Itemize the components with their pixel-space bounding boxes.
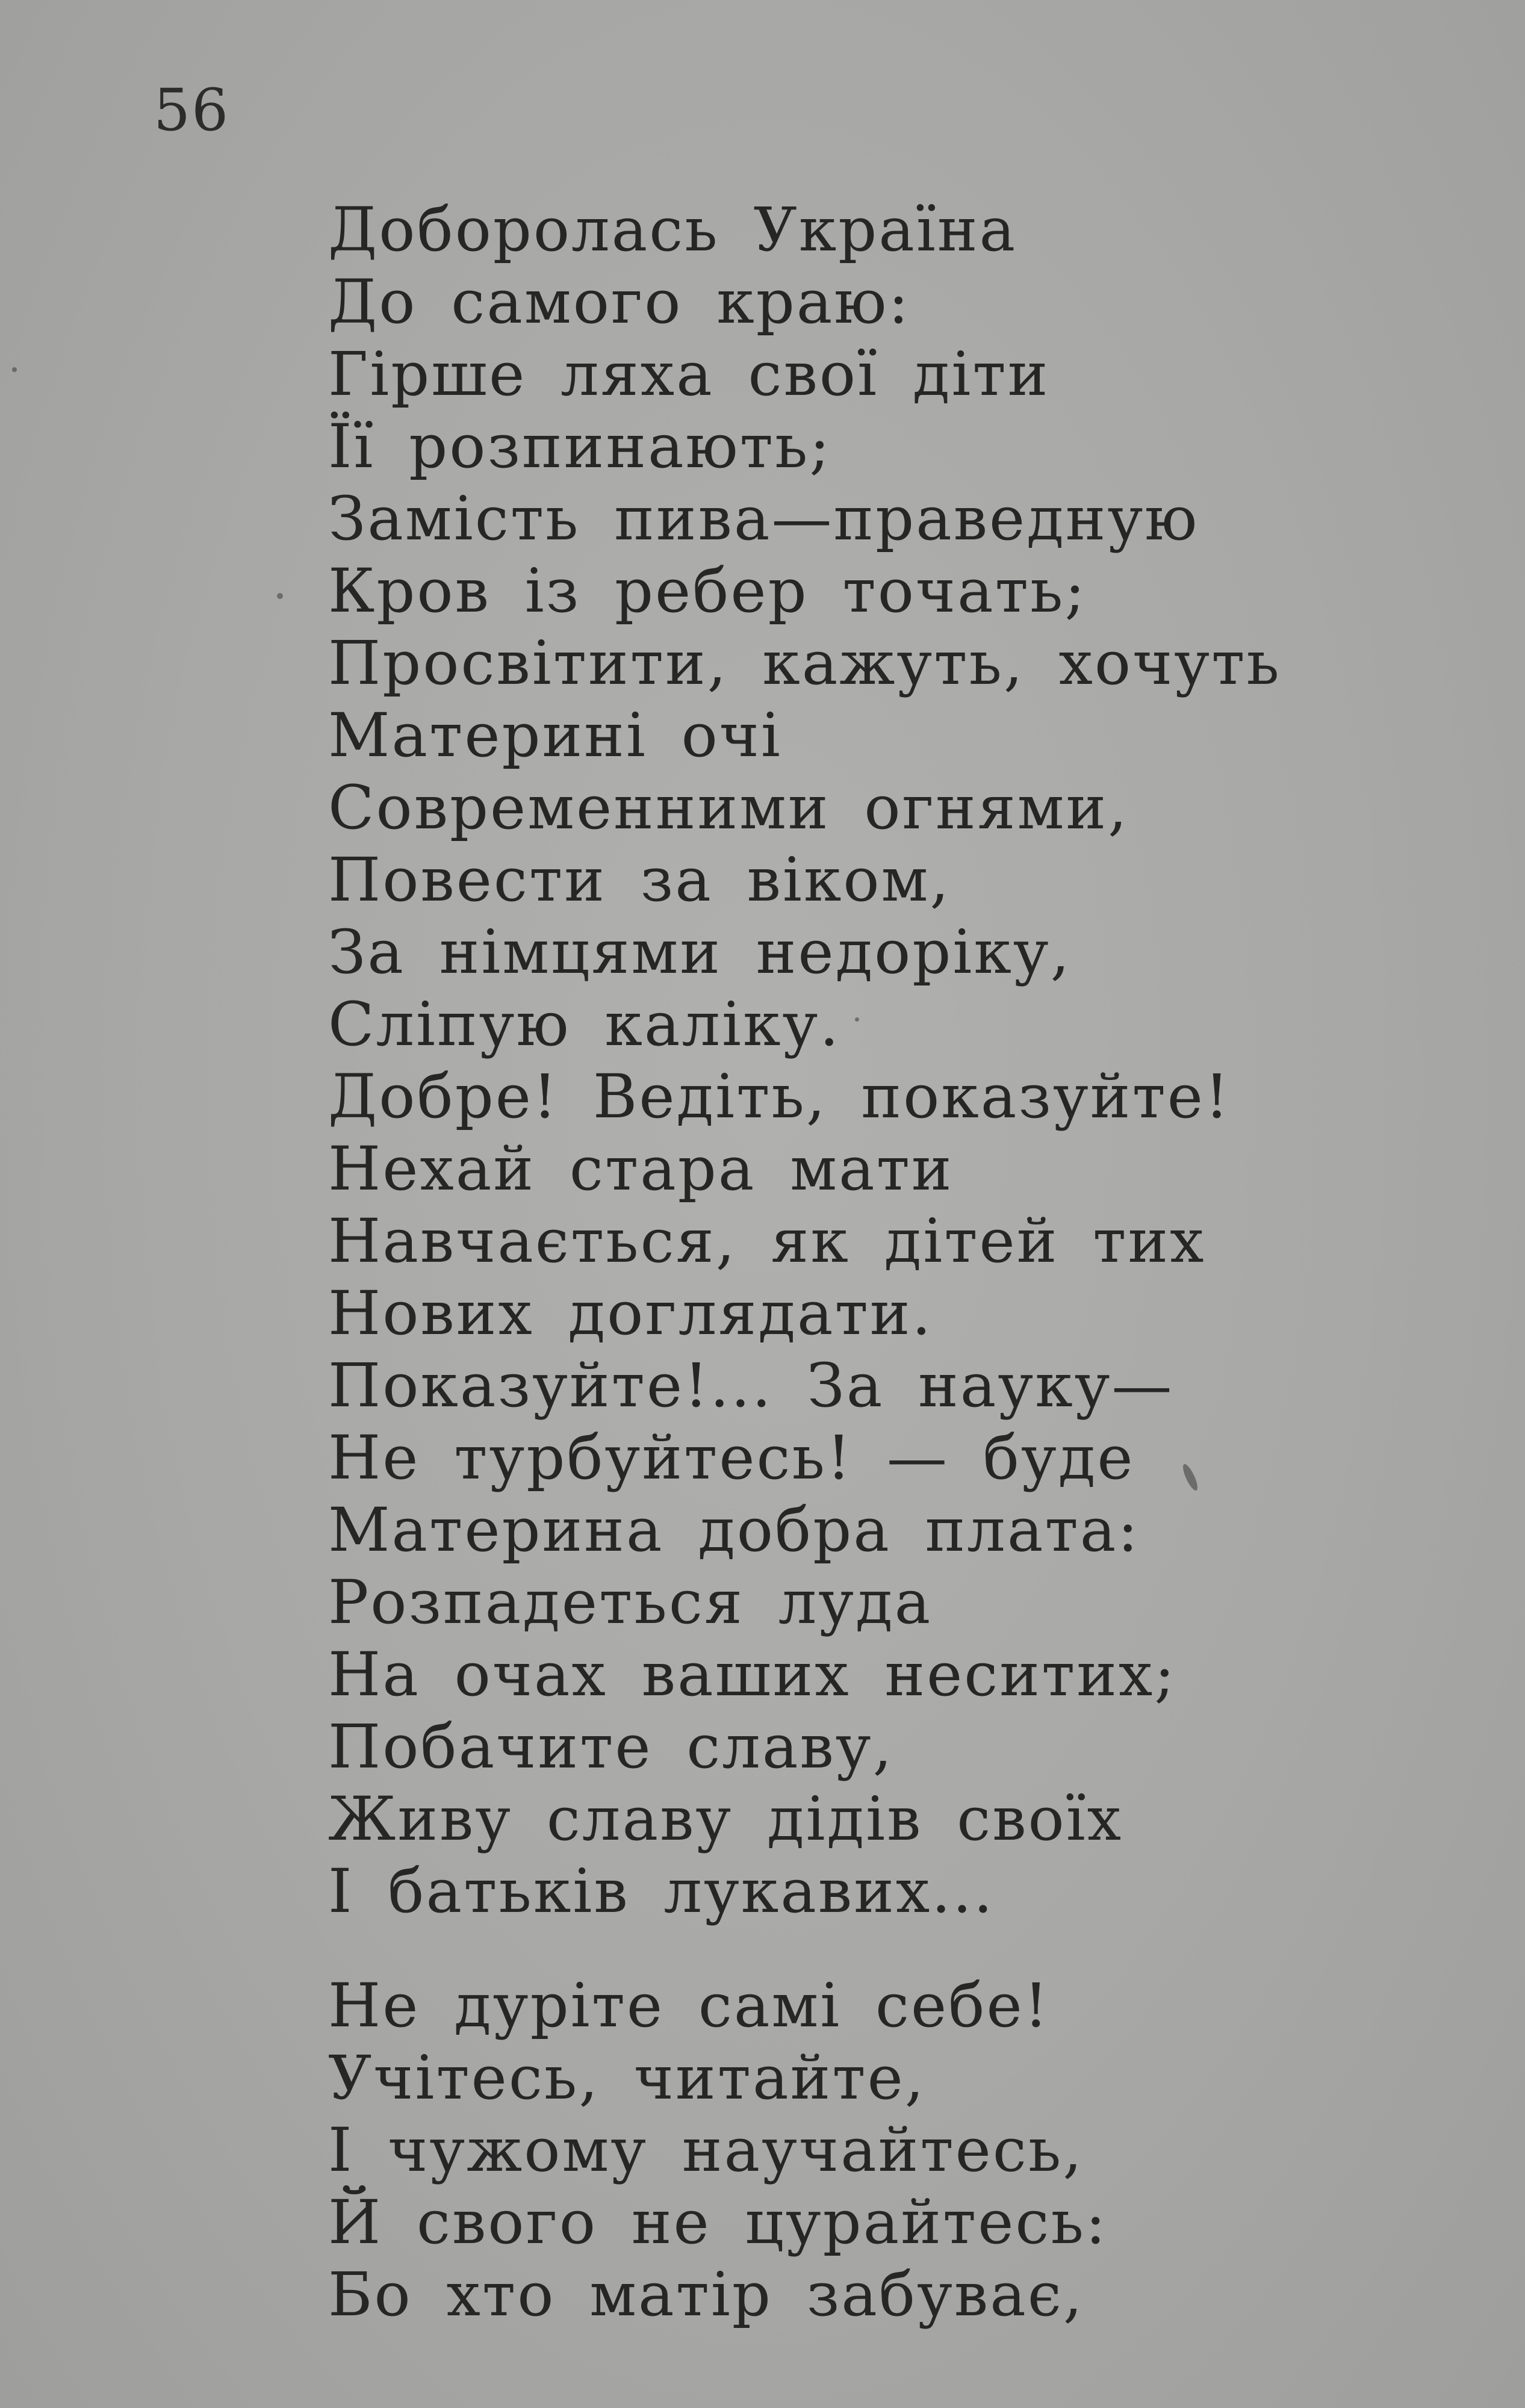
print-speck bbox=[277, 593, 283, 599]
print-speck bbox=[12, 367, 17, 372]
verse-line: Розпадеться луда bbox=[328, 1567, 933, 1637]
verse-line: Материні очі bbox=[328, 700, 782, 771]
verse-line: Повести за віком, bbox=[328, 845, 951, 915]
verse-line: Кров із ребер точать; bbox=[328, 556, 1087, 626]
verse-line: І батьків лукавих... bbox=[328, 1856, 995, 1926]
stanza-2 bbox=[328, 1970, 1108, 2331]
verse-line: За німцями недоріку, bbox=[328, 917, 1072, 987]
verse-line: Не турбуйтесь! — буде bbox=[328, 1423, 1135, 1493]
verse-line: До самого краю: bbox=[328, 267, 911, 337]
page-number: 56 bbox=[154, 76, 230, 144]
verse-line: Її розпинають; bbox=[328, 411, 832, 482]
verse-line: Гірше ляха свої діти bbox=[328, 339, 1050, 409]
print-speck bbox=[855, 1017, 859, 1022]
verse-line: Материна добра плата: bbox=[328, 1495, 1140, 1565]
stanza-1 bbox=[328, 194, 1281, 1928]
verse-line: Не дуріте самі себе! bbox=[328, 1970, 1050, 2041]
verse-line: Живу славу дідів своїх bbox=[328, 1784, 1123, 1854]
verse-line: Нових доглядати. bbox=[328, 1278, 933, 1348]
verse-line: І чужому научайтесь, bbox=[328, 2115, 1084, 2185]
verse-line: Побачите славу, bbox=[328, 1711, 894, 1782]
verse-line: Современними огнями, bbox=[328, 772, 1129, 843]
verse-line: Нехай стара мати bbox=[328, 1134, 954, 1204]
verse-line: Показуйте!... За науку— bbox=[328, 1350, 1174, 1421]
verse-line: Бо хто матір забуває, bbox=[328, 2259, 1084, 2330]
verse-line: Навчається, як дітей тих bbox=[328, 1206, 1206, 1276]
verse-line: Замість пива—праведную bbox=[328, 483, 1199, 554]
verse-line: Сліпую каліку. bbox=[328, 989, 841, 1060]
verse-line: Доборолась Україна bbox=[328, 194, 1017, 265]
verse-line: Просвітити, кажуть, хочуть bbox=[328, 628, 1281, 698]
verse-line: Учітесь, читайте, bbox=[328, 2043, 926, 2113]
verse-line: Й свого не цурайтесь: bbox=[328, 2187, 1108, 2258]
verse-line: Добре! Ведіть, показуйте! bbox=[328, 1061, 1231, 1132]
verse-line: На очах ваших неситих; bbox=[328, 1639, 1177, 1710]
